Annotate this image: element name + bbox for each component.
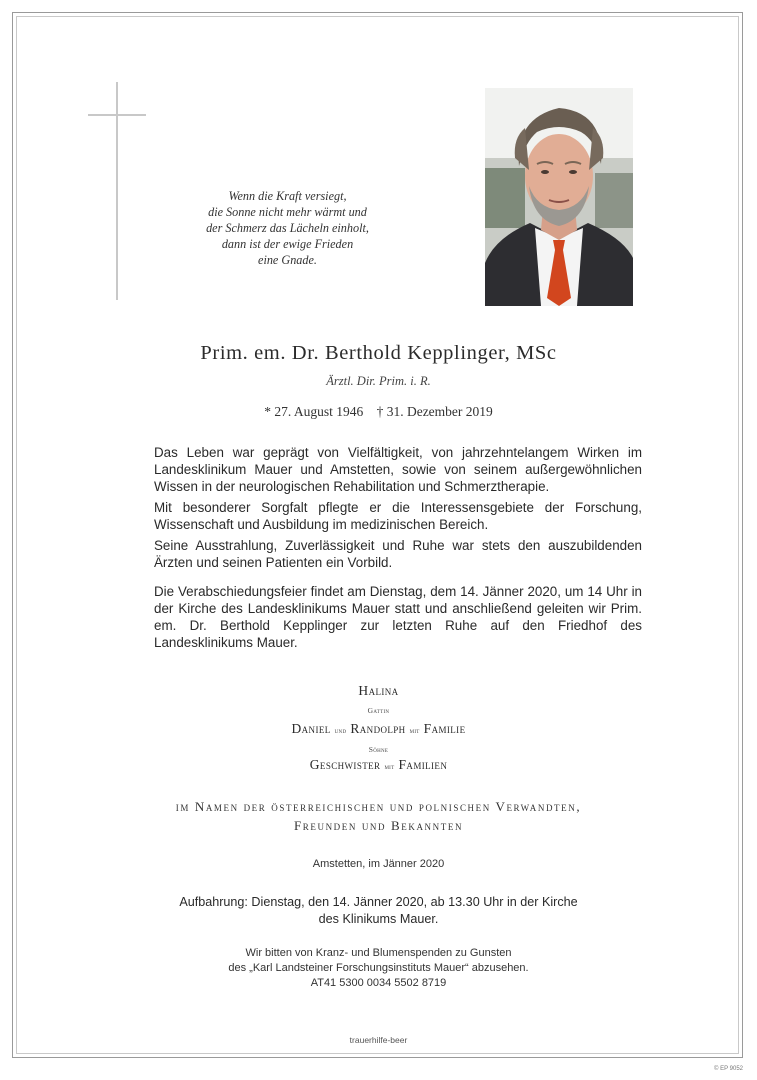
poem-line: dann ist der ewige Frieden xyxy=(221,237,354,251)
poem-line: Wenn die Kraft versiegt, xyxy=(228,189,347,203)
ceremony-text: Die Verabschiedungsfeier findet am Dienstag, dem 14. Jänner 2020, um 14 Uhr in der Kirche des Landesklinikums Mauer statt und anschließend geleiten wir Prim. em. Dr. Berthold Kepplinger zur letzten Ruhe auf den Friedhof des Landesklinikums Mauer. xyxy=(154,584,642,650)
deceased-name: Prim. em. Dr. Berthold Kepplinger, MSc xyxy=(200,342,557,364)
biography-paragraph: Das Leben war geprägt von Vielfältigkeit, von jahrzehntelangem Wirken im Landesklinikum Mauer und Amstetten, sowie von seinem außergewöhnlichen Wissen in der neurologischen Rehabilitation und Schmerztherapie. xyxy=(154,445,642,494)
mourner-family: Familie xyxy=(423,721,466,736)
biography-paragraph: Mit besonderer Sorgfalt pflegte er die Interessensgebiete der Forschung, Wissenschaft und Ausbildung im medizinischen Bereich. xyxy=(154,500,642,532)
viewing-line: des Klinikums Mauer. xyxy=(318,912,439,926)
relatives-text: Freunden und Bekannten xyxy=(293,818,464,833)
mourner-sons xyxy=(0,720,757,738)
relatives-line xyxy=(0,797,757,835)
mourner-relation xyxy=(0,700,757,718)
relatives-text: im Namen der österreichischen und polnischen Verwandten, xyxy=(175,799,582,814)
mourner-relation-label: Söhne xyxy=(368,745,389,754)
place-date: Amstetten, im Jänner 2020 xyxy=(312,858,445,870)
donation-line: des „Karl Landsteiner Forschungsinstituts Mauer“ abzusehen. xyxy=(228,962,529,974)
donation-notice xyxy=(0,946,757,991)
portrait-photo xyxy=(485,88,633,306)
poem-line: die Sonne nicht mehr wärmt und xyxy=(208,205,367,219)
poem-line: eine Gnade. xyxy=(258,253,317,267)
copyright-note: © EP 9052 xyxy=(714,1066,743,1072)
life-dates xyxy=(0,404,757,420)
viewing-line: Aufbahrung: Dienstag, den 14. Jänner 2020, ab 13.30 Uhr in der Kirche xyxy=(179,895,578,909)
mourner-name: Randolph xyxy=(350,721,406,736)
funeral-home-name: trauerhilfe-beer xyxy=(349,1035,408,1045)
mourner-relation-label: Gattin xyxy=(367,706,390,715)
mourner-name: Halina xyxy=(358,683,399,698)
mourner-family: Familien xyxy=(398,757,448,772)
connector-word: und xyxy=(334,726,347,735)
poem xyxy=(180,188,395,268)
ceremony-notice xyxy=(154,583,642,655)
bank-account: AT41 5300 0034 5502 8719 xyxy=(310,977,447,989)
biography-paragraph: Seine Ausstrahlung, Zuverlässigkeit und Ruhe war stets den auszubildenden Ärzten und seinen Patienten ein Vorbild. xyxy=(154,538,642,570)
biography xyxy=(154,444,642,575)
death-date: † 31. Dezember 2019 xyxy=(376,404,493,419)
birth-date: * 27. August 1946 xyxy=(264,404,364,419)
viewing-notice xyxy=(0,894,757,928)
mourner-spouse xyxy=(0,682,757,700)
mourner-siblings xyxy=(0,756,757,774)
poem-line: der Schmerz das Lächeln einholt, xyxy=(206,221,369,235)
deceased-title: Ärztl. Dir. Prim. i. R. xyxy=(326,374,431,388)
mourner-relation xyxy=(0,739,757,757)
connector-word: mit xyxy=(384,762,395,771)
mourner-name: Daniel xyxy=(291,721,331,736)
connector-word: mit xyxy=(409,726,420,735)
cross-icon-horizontal xyxy=(88,114,146,116)
donation-line: Wir bitten von Kranz- und Blumenspenden zu Gunsten xyxy=(245,947,512,959)
mourner-name: Geschwister xyxy=(309,757,381,772)
